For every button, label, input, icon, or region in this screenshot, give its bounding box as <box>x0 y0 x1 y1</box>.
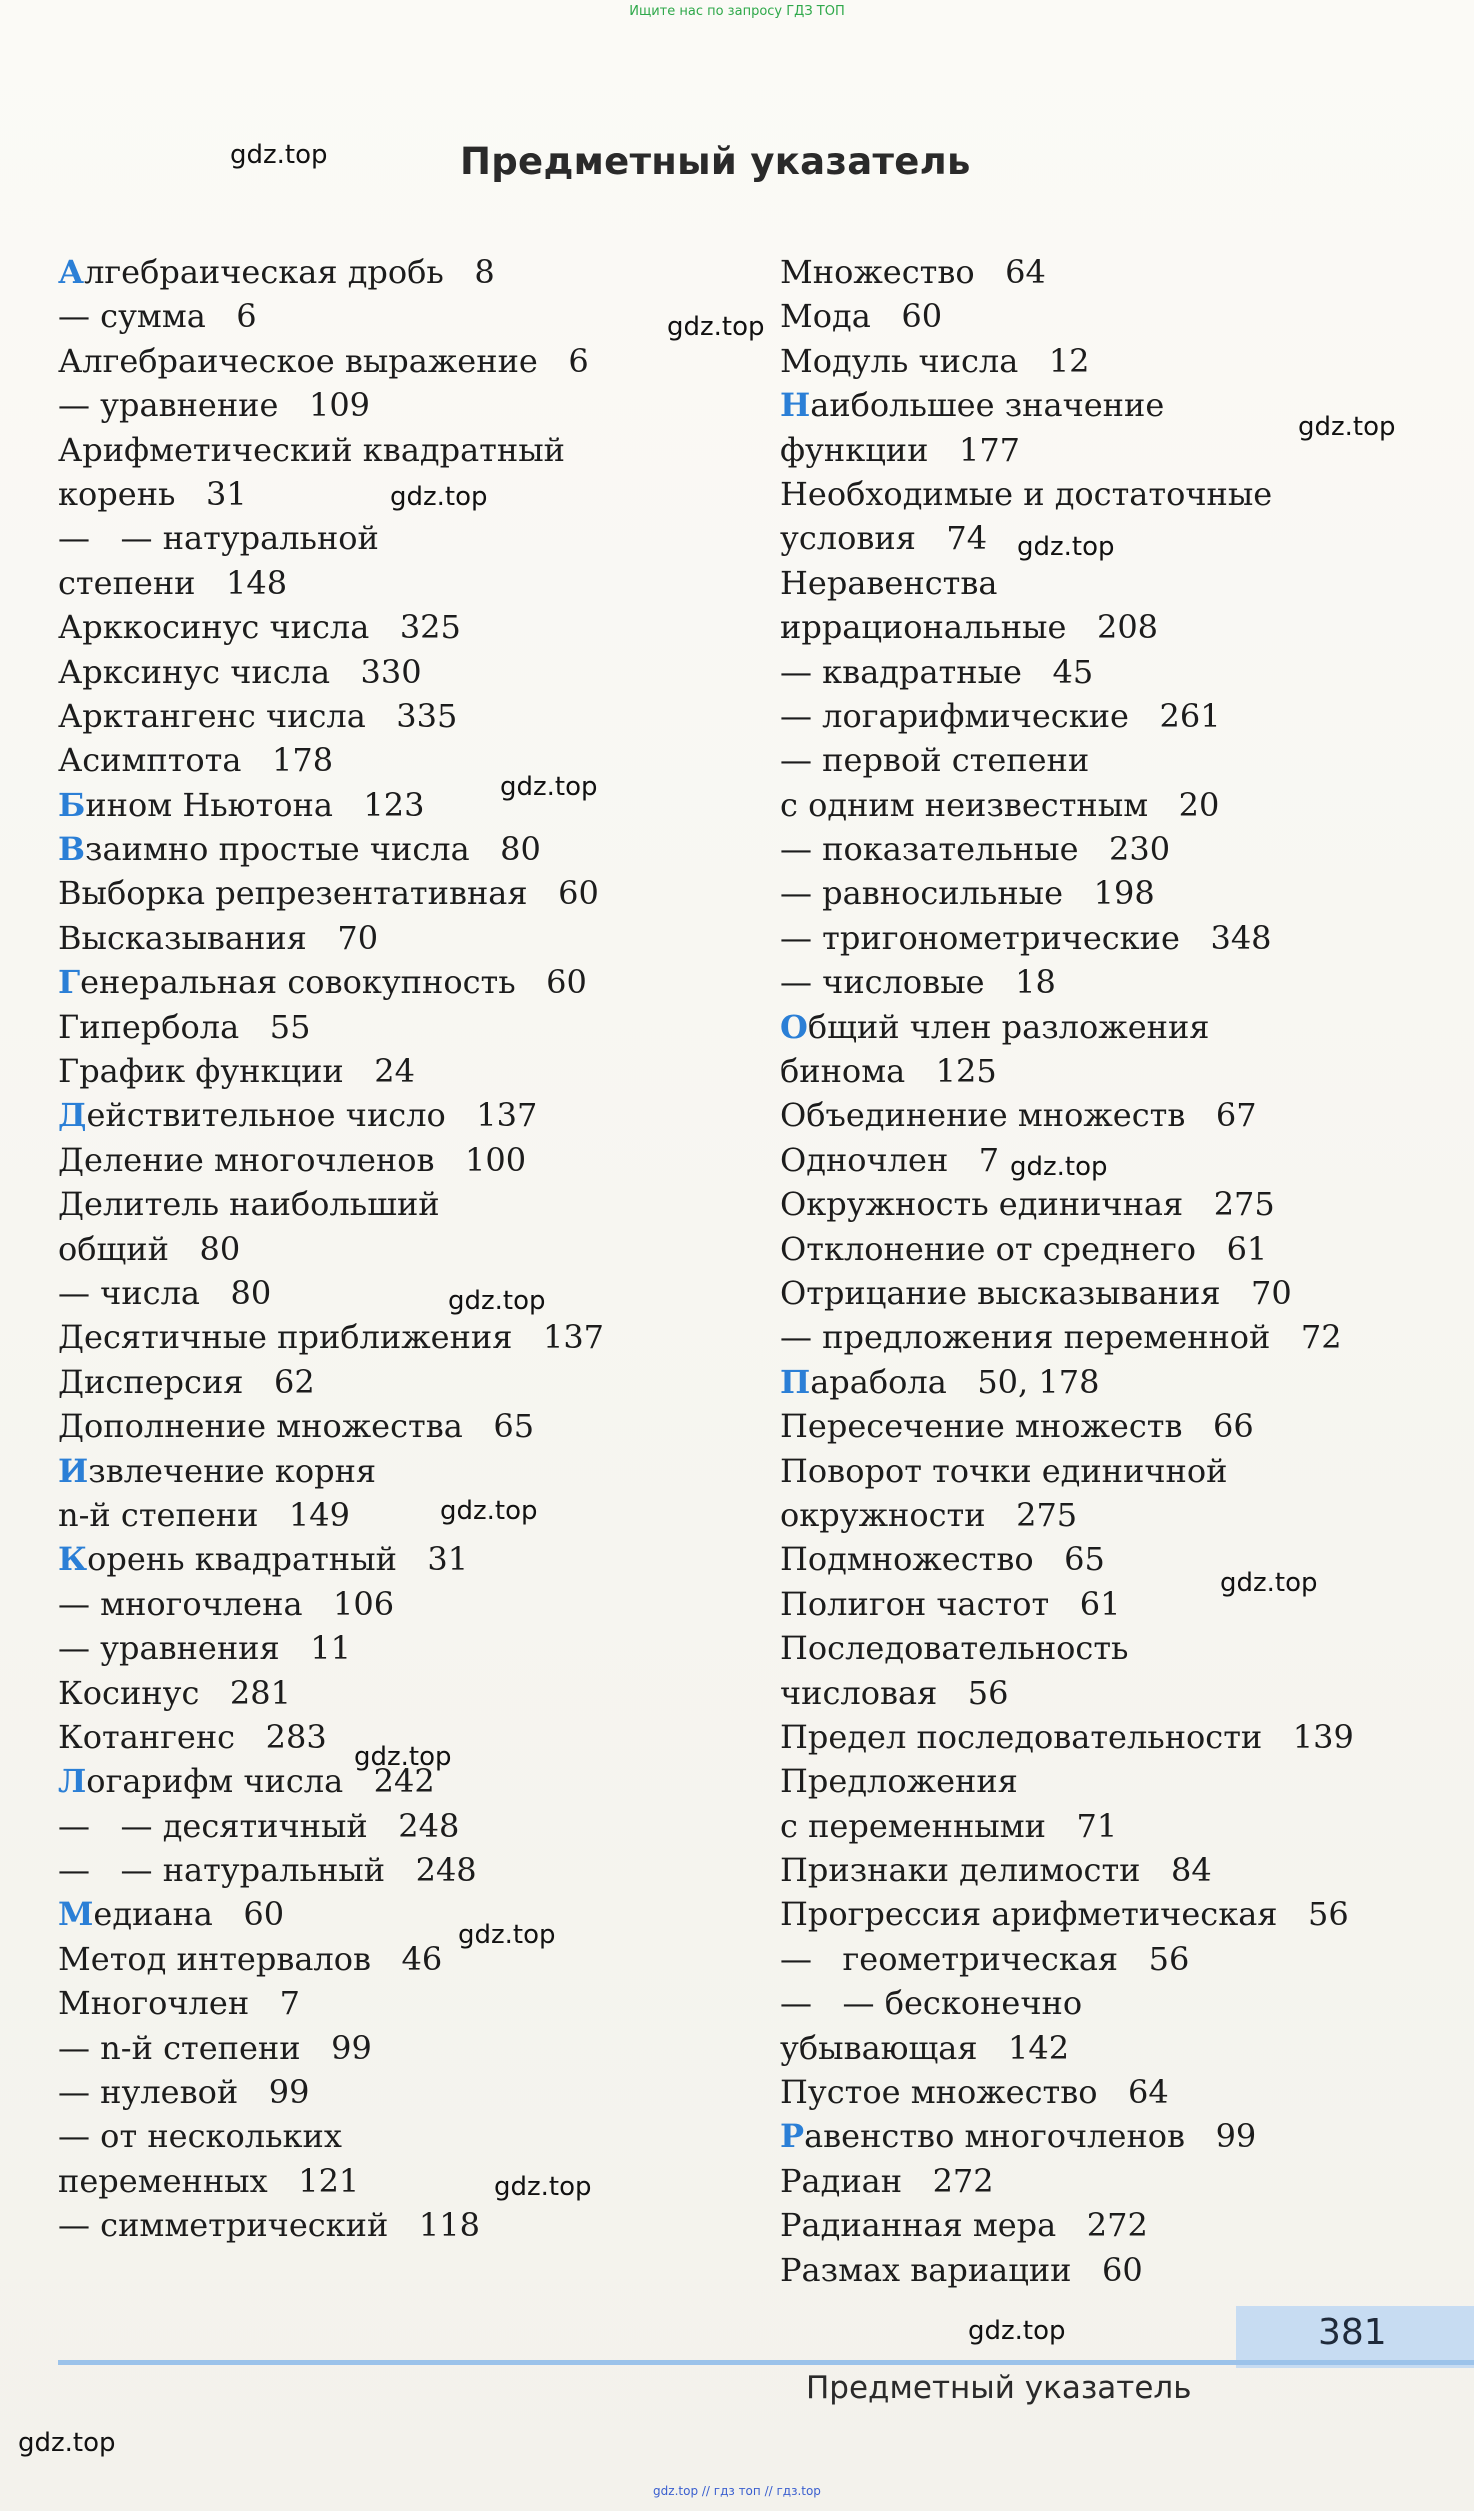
section-letter: К <box>58 1540 88 1579</box>
index-entry <box>58 339 758 383</box>
index-entry <box>58 1005 758 1049</box>
watermark: gdz.top <box>440 1496 538 1526</box>
index-entry <box>58 2159 758 2203</box>
entry-text: едиана 60 <box>93 1895 285 1934</box>
entry-text: Арифметический квадратный <box>58 430 565 469</box>
entry-text: орень квадратный 31 <box>87 1540 469 1579</box>
index-entry <box>780 960 1474 1004</box>
index-entry <box>58 1493 758 1537</box>
index-entry <box>780 694 1474 738</box>
index-entry <box>58 783 758 827</box>
index-entry <box>780 561 1474 605</box>
entry-text: аибольшее значение <box>810 386 1165 425</box>
entry-text: Одночлен 7 <box>780 1140 1000 1179</box>
entry-text: Признаки делимости 84 <box>780 1851 1212 1890</box>
index-entry <box>780 1182 1474 1226</box>
entry-text: иррациональные 208 <box>780 608 1159 647</box>
index-entry <box>780 516 1474 560</box>
top-banner: Ищите нас по запросу ГДЗ ТОП <box>629 4 845 19</box>
index-entry <box>58 1671 758 1715</box>
entry-text: — уравнение 109 <box>58 386 371 425</box>
index-entry <box>58 1182 758 1226</box>
index-entry <box>58 2203 758 2247</box>
index-entry <box>780 339 1474 383</box>
watermark: gdz.top <box>667 312 765 342</box>
entry-text: Выборка репрезентативная 60 <box>58 874 599 913</box>
index-entry <box>780 1493 1474 1537</box>
entry-text: переменных 121 <box>58 2161 360 2200</box>
entry-text: Алгебраическое выражение 6 <box>58 341 589 380</box>
entry-text: лгебраическая дробь 8 <box>84 253 495 291</box>
entry-text: Размах вариации 60 <box>780 2250 1143 2289</box>
index-entry <box>58 1981 758 2025</box>
index-entry <box>58 1449 758 1493</box>
section-letter: Д <box>58 1096 87 1135</box>
index-entry <box>780 1404 1474 1448</box>
index-entry <box>780 1227 1474 1271</box>
section-letter: Л <box>58 1762 87 1801</box>
entry-text: Деление многочленов 100 <box>58 1140 527 1179</box>
section-letter: Г <box>58 963 81 1002</box>
entry-text: Десятичные приближения 137 <box>58 1318 605 1357</box>
index-entry <box>780 1271 1474 1315</box>
entry-text: окружности 275 <box>780 1495 1078 1534</box>
index-entry <box>58 871 758 915</box>
entry-text: — нулевой 99 <box>58 2073 310 2112</box>
entry-text: Арккосинус числа 325 <box>58 608 461 647</box>
index-entry <box>780 2203 1474 2247</box>
index-entry <box>58 1626 758 1670</box>
watermark: gdz.top <box>968 2316 1066 2346</box>
entry-text: арабола 50, 178 <box>810 1362 1100 1401</box>
entry-text: Делитель наибольший <box>58 1185 440 1224</box>
section-letter: О <box>780 1007 808 1046</box>
watermark: gdz.top <box>448 1286 546 1316</box>
entry-text: общий 80 <box>58 1229 241 1268</box>
index-entry <box>780 1315 1474 1359</box>
entry-text: — уравнения 11 <box>58 1629 351 1668</box>
entry-text: — — натуральной <box>58 519 379 558</box>
entry-text: Радиан 272 <box>780 2161 994 2200</box>
index-entry <box>58 605 758 649</box>
index-entry <box>58 738 758 782</box>
entry-text: — логарифмические 261 <box>780 696 1221 735</box>
index-entry <box>58 250 758 294</box>
index-entry <box>780 827 1474 871</box>
index-entry <box>58 561 758 605</box>
index-entry <box>58 2070 758 2114</box>
entry-text: с переменными 71 <box>780 1806 1118 1845</box>
index-entry <box>58 1138 758 1182</box>
entry-text: корень 31 <box>58 474 247 513</box>
entry-text: Модуль числа 12 <box>780 341 1090 380</box>
entry-text: — квадратные 45 <box>780 652 1094 691</box>
entry-text: Поворот точки единичной <box>780 1451 1228 1490</box>
entry-text: — геометрическая 56 <box>780 1939 1190 1978</box>
entry-text: убывающая 142 <box>780 2028 1070 2067</box>
index-entry <box>58 1049 758 1093</box>
index-entry <box>780 2070 1474 2114</box>
watermark: gdz.top <box>494 2172 592 2202</box>
index-entry <box>780 738 1474 782</box>
index-entry <box>58 1848 758 1892</box>
watermark: gdz.top <box>1220 1568 1318 1598</box>
entry-text: Гипербола 55 <box>58 1007 311 1046</box>
entry-text: условия 74 <box>780 519 988 558</box>
entry-text: ином Ньютона 123 <box>85 785 425 824</box>
index-entry <box>780 1360 1474 1404</box>
entry-text: Неравенства <box>780 563 998 602</box>
index-entry <box>58 916 758 960</box>
index-column-left <box>58 250 758 2248</box>
index-entry <box>58 1271 758 1315</box>
index-entry <box>780 2026 1474 2070</box>
entry-text: Множество 64 <box>780 253 1046 291</box>
entry-text: Высказывания 70 <box>58 918 379 957</box>
entry-text: — предложения переменной 72 <box>780 1318 1342 1357</box>
entry-text: Дисперсия 62 <box>58 1362 315 1401</box>
entry-text: степени 148 <box>58 563 288 602</box>
section-letter: И <box>58 1451 89 1490</box>
index-entry <box>58 428 758 472</box>
entry-text: Многочлен 7 <box>58 1984 301 2023</box>
index-entry <box>58 1937 758 1981</box>
index-entry <box>58 1582 758 1626</box>
index-entry <box>780 472 1474 516</box>
index-entry <box>780 1759 1474 1803</box>
index-entry <box>780 1005 1474 1049</box>
index-entry <box>780 1138 1474 1182</box>
entry-text: — числа 80 <box>58 1273 272 1312</box>
index-entry <box>780 1804 1474 1848</box>
section-letter: Р <box>780 2117 805 2156</box>
index-entry <box>780 1449 1474 1493</box>
index-entry <box>780 1671 1474 1715</box>
entry-text: с одним неизвестным 20 <box>780 785 1220 824</box>
index-entry <box>780 605 1474 649</box>
entry-text: бщий член разложения <box>807 1007 1210 1046</box>
entry-text: — тригонометрические 348 <box>780 918 1272 957</box>
entry-text: — симметрический 118 <box>58 2206 480 2245</box>
watermark: gdz.top <box>230 140 328 170</box>
watermark: gdz.top <box>500 772 598 802</box>
entry-text: — — бесконечно <box>780 1984 1083 2023</box>
page-number: 381 <box>1318 2312 1387 2353</box>
index-entry <box>58 516 758 560</box>
watermark: gdz.top <box>458 1920 556 1950</box>
index-entry <box>780 2114 1474 2158</box>
index-entry <box>780 2159 1474 2203</box>
entry-text: — от нескольких <box>58 2117 342 2156</box>
entry-text: огарифм числа 242 <box>86 1762 435 1801</box>
footer-label: Предметный указатель <box>806 2370 1192 2406</box>
entry-text: График функции 24 <box>58 1052 415 1091</box>
index-entry <box>58 383 758 427</box>
index-entry <box>58 960 758 1004</box>
entry-text: авенство многочленов 99 <box>804 2117 1257 2156</box>
page-title: Предметный указатель <box>460 140 971 183</box>
entry-text: Метод интервалов 46 <box>58 1939 443 1978</box>
entry-text: Арктангенс числа 335 <box>58 696 458 735</box>
index-entry <box>58 1892 758 1936</box>
entry-text: Арксинус числа 330 <box>58 652 422 691</box>
watermark: gdz.top <box>18 2428 116 2458</box>
entry-text: Пустое множество 64 <box>780 2073 1169 2112</box>
index-entry <box>780 1093 1474 1137</box>
footer-rule <box>58 2360 1474 2365</box>
entry-text: — показательные 230 <box>780 830 1171 869</box>
section-letter: В <box>58 830 86 869</box>
index-entry <box>780 1626 1474 1670</box>
index-entry <box>780 1049 1474 1093</box>
section-letter: М <box>58 1895 94 1934</box>
entry-text: — n-й степени 99 <box>58 2028 372 2067</box>
entry-text: Предел последовательности 139 <box>780 1717 1354 1756</box>
entry-text: Прогрессия арифметическая 56 <box>780 1895 1349 1934</box>
section-letter: Б <box>58 785 86 824</box>
watermark: gdz.top <box>1017 532 1115 562</box>
section-letter: П <box>780 1362 811 1401</box>
index-entry <box>58 1804 758 1848</box>
entry-text: Необходимые и достаточные <box>780 474 1273 513</box>
index-entry <box>780 1981 1474 2025</box>
entry-text: Отрицание высказывания 70 <box>780 1273 1292 1312</box>
entry-text: n-й степени 149 <box>58 1495 350 1534</box>
entry-text: функции 177 <box>780 430 1021 469</box>
entry-text: Дополнение множества 65 <box>58 1407 535 1446</box>
entry-text: звлечение корня <box>88 1451 377 1490</box>
entry-text: Полигон частот 61 <box>780 1584 1121 1623</box>
section-letter: Н <box>780 386 811 425</box>
index-entry <box>780 1848 1474 1892</box>
index-entry <box>780 650 1474 694</box>
watermark: gdz.top <box>1298 412 1396 442</box>
entry-text: Радианная мера 272 <box>780 2206 1148 2245</box>
index-entry <box>58 2114 758 2158</box>
entry-text: Асимптота 178 <box>58 741 334 780</box>
entry-text: Отклонение от среднего 61 <box>780 1229 1268 1268</box>
entry-text: Последовательность <box>780 1629 1129 1668</box>
index-entry <box>780 250 1474 294</box>
watermark: gdz.top <box>1010 1152 1108 1182</box>
entry-text: енеральная совокупность 60 <box>80 963 587 1002</box>
index-entry <box>58 294 758 338</box>
index-entry <box>58 2026 758 2070</box>
index-entry <box>58 1360 758 1404</box>
entry-text: ействительное число 137 <box>86 1096 538 1135</box>
entry-text: числовая 56 <box>780 1673 1009 1712</box>
watermark: gdz.top <box>354 1742 452 1772</box>
index-entry <box>780 294 1474 338</box>
entry-text: Косинус 281 <box>58 1673 291 1712</box>
index-entry <box>58 827 758 871</box>
entry-text: Мода 60 <box>780 297 943 336</box>
index-entry <box>780 2248 1474 2292</box>
index-entry <box>58 1093 758 1137</box>
entry-text: Объединение множеств 67 <box>780 1096 1257 1135</box>
entry-text: Окружность единичная 275 <box>780 1185 1275 1224</box>
entry-text: бинома 125 <box>780 1052 997 1091</box>
entry-text: — сумма 6 <box>58 297 257 336</box>
section-letter: А <box>58 253 85 291</box>
index-column-right <box>780 250 1474 2292</box>
index-entry <box>58 1315 758 1359</box>
entry-text: — первой степени <box>780 741 1090 780</box>
index-entry <box>780 1582 1474 1626</box>
bottom-banner: gdz.top // гдз топ // гдз.top <box>653 2484 821 2498</box>
index-entry <box>58 694 758 738</box>
entry-text: Пересечение множеств 66 <box>780 1407 1254 1446</box>
index-entry <box>58 650 758 694</box>
index-entry <box>58 1537 758 1581</box>
index-entry <box>780 916 1474 960</box>
entry-text: Подмножество 65 <box>780 1540 1105 1579</box>
index-entry <box>780 871 1474 915</box>
index-entry <box>780 1937 1474 1981</box>
entry-text: Предложения <box>780 1762 1018 1801</box>
entry-text: — — натуральный 248 <box>58 1851 477 1890</box>
entry-text: — равносильные 198 <box>780 874 1155 913</box>
entry-text: — — десятичный 248 <box>58 1806 460 1845</box>
index-entry <box>780 1715 1474 1759</box>
watermark: gdz.top <box>390 482 488 512</box>
index-entry <box>780 1537 1474 1581</box>
index-entry <box>58 1227 758 1271</box>
index-entry <box>780 1892 1474 1936</box>
index-entry <box>780 783 1474 827</box>
index-entry <box>58 1404 758 1448</box>
entry-text: заимно простые числа 80 <box>85 830 541 869</box>
entry-text: — числовые 18 <box>780 963 1056 1002</box>
entry-text: Котангенс 283 <box>58 1717 327 1756</box>
entry-text: — многочлена 106 <box>58 1584 395 1623</box>
